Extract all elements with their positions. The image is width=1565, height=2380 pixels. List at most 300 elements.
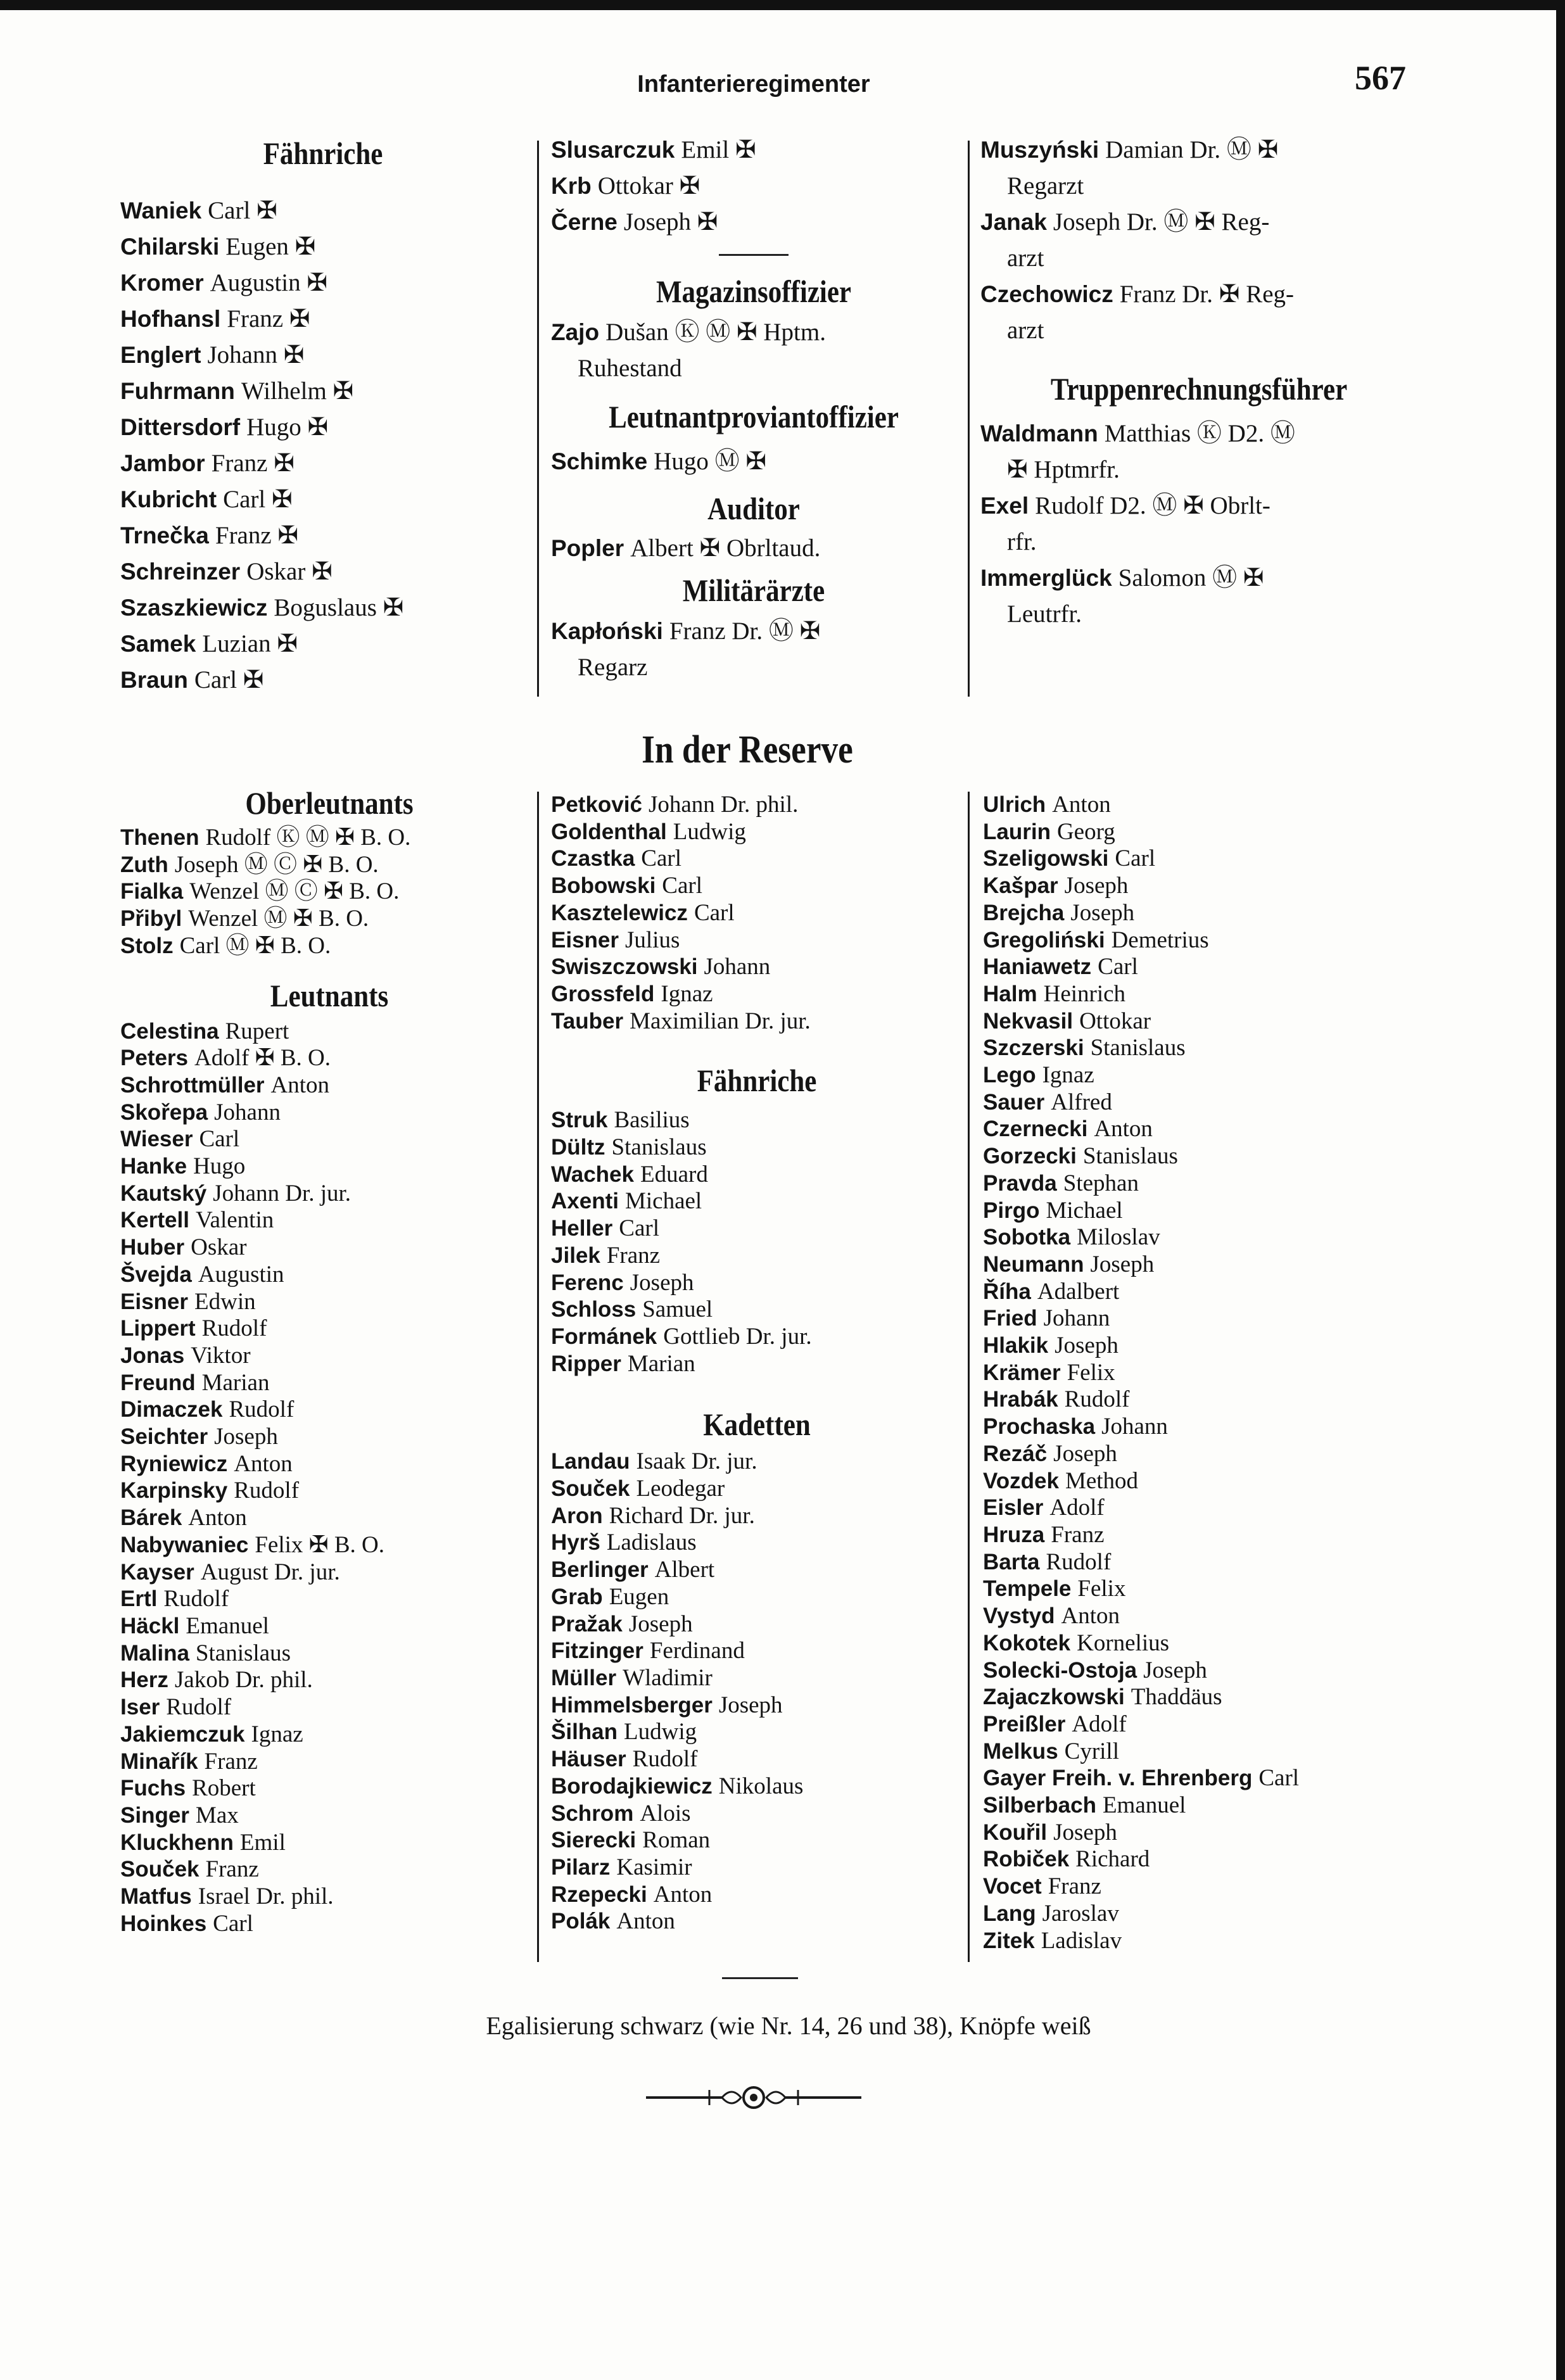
entry-details: Adolf xyxy=(1072,1711,1127,1737)
upper-column-1 xyxy=(120,134,526,698)
entry-details: Rudolf Ⓚ Ⓜ ✠ B. O. xyxy=(205,825,411,851)
list-entry xyxy=(551,1801,963,1828)
entry-surname: Chilarski xyxy=(120,234,220,260)
list-entry-continuation: arzt xyxy=(1007,317,1044,344)
list-entry xyxy=(551,1882,963,1909)
list-entry xyxy=(980,415,1417,452)
entry-details: Joseph xyxy=(1070,899,1135,926)
list-entry xyxy=(551,873,963,900)
entry-surname: Zitek xyxy=(983,1928,1035,1953)
list-entry-continuation: rfr. xyxy=(1007,528,1037,555)
list-entry xyxy=(983,1576,1426,1603)
entry-surname: Berlinger xyxy=(551,1557,649,1583)
entry-surname: Szaszkiewicz xyxy=(120,595,268,621)
list-entry xyxy=(551,1188,963,1215)
list-entry xyxy=(980,132,1417,168)
section-title-faehnriche: Fähnriche xyxy=(263,136,383,171)
entry-details: Wilhelm ✠ xyxy=(241,377,354,405)
entry-details: Joseph xyxy=(630,1269,694,1296)
section-title-leutnants: Leutnants xyxy=(270,977,389,1013)
entry-surname: Ertl xyxy=(120,1586,158,1612)
entry-surname: Hoinkes xyxy=(120,1911,207,1936)
entry-surname: Braun xyxy=(120,667,188,693)
list-entry xyxy=(980,488,1417,524)
list-entry xyxy=(120,1234,538,1262)
entry-details: Alois xyxy=(640,1800,691,1826)
entry-details: Ladislav xyxy=(1041,1927,1122,1954)
entry-details: Ludwig xyxy=(624,1719,697,1745)
list-entry xyxy=(551,845,963,873)
kadetten-list xyxy=(551,1448,963,1935)
entry-surname: Brejcha xyxy=(983,900,1065,925)
section-title-kadetten: Kadetten xyxy=(703,1407,811,1443)
entry-surname: Ryniewicz xyxy=(120,1451,228,1476)
entry-details: Franz ✠ xyxy=(211,450,295,477)
entry-surname: Czechowicz xyxy=(980,281,1113,307)
list-entry xyxy=(983,1846,1426,1873)
section-title-reserve-faehnriche: Fähnriche xyxy=(697,1063,817,1099)
entry-surname: Czernecki xyxy=(983,1117,1088,1142)
entry-surname: Fried xyxy=(983,1306,1037,1331)
list-entry xyxy=(980,204,1417,240)
entry-surname: Ferenc xyxy=(551,1270,624,1295)
entry-details: Stanislaus xyxy=(195,1640,291,1666)
list-entry xyxy=(983,1711,1426,1738)
section-title-magazinsoffizier: Magazinsoffizier xyxy=(656,274,852,309)
ornament-flourish xyxy=(646,2079,861,2117)
entry-surname: Häckl xyxy=(120,1613,180,1638)
entry-surname: Eisner xyxy=(551,927,619,953)
list-entry xyxy=(120,409,526,445)
entry-surname: Malina xyxy=(120,1640,189,1666)
list-entry xyxy=(983,1224,1426,1251)
list-entry xyxy=(983,1792,1426,1820)
entry-surname: Hyrš xyxy=(551,1530,600,1555)
list-entry xyxy=(983,1657,1426,1685)
entry-surname: Waniek xyxy=(120,198,202,224)
proviant-entry: Schimke Hugo Ⓜ ✠ xyxy=(551,448,767,475)
entry-details: Luzian ✠ xyxy=(202,630,298,657)
entry-details: Eugen xyxy=(609,1583,669,1610)
entry-details: Leodegar xyxy=(636,1476,725,1502)
entry-details: Nikolaus xyxy=(718,1773,804,1799)
list-entry xyxy=(551,1557,963,1584)
entry-surname: Zuth xyxy=(120,852,168,877)
entry-surname: Celestina xyxy=(120,1018,219,1044)
entry-details: Gottlieb Dr. jur. xyxy=(663,1323,812,1350)
upper-column-divider-left xyxy=(537,141,539,697)
list-entry xyxy=(983,1901,1426,1928)
entry-details: Rudolf xyxy=(166,1694,232,1721)
list-entry xyxy=(551,1351,963,1378)
entry-surname: Immerglück xyxy=(980,565,1112,591)
entry-details: Johann ✠ xyxy=(207,341,305,369)
entry-details: Adolf ✠ B. O. xyxy=(194,1045,331,1072)
reserve-col3-list xyxy=(983,792,1426,1954)
entry-surname: Preißler xyxy=(983,1711,1066,1737)
entry-details: August Dr. jur. xyxy=(200,1559,340,1585)
entry-details: Albert xyxy=(654,1557,715,1583)
footer-divider xyxy=(722,1977,798,1979)
entry-details: Cyrill xyxy=(1064,1738,1119,1764)
list-entry xyxy=(120,1424,538,1451)
list-entry xyxy=(983,1386,1426,1414)
entry-details: Ferdinand xyxy=(649,1638,745,1664)
list-entry xyxy=(983,1279,1426,1306)
entry-details: Carl xyxy=(1115,845,1156,872)
list-entry xyxy=(983,1873,1426,1901)
entry-surname: Krämer xyxy=(983,1360,1061,1385)
list-entry xyxy=(120,1478,538,1505)
entry-surname: Szeligowski xyxy=(983,846,1109,871)
entry-details: Stanislaus xyxy=(1082,1143,1178,1170)
entry-details: Julius xyxy=(625,927,680,953)
entry-details: Stephan xyxy=(1063,1170,1139,1196)
entry-details: Rudolf xyxy=(632,1746,698,1773)
entry-surname: Petković xyxy=(551,792,642,817)
list-entry xyxy=(120,1451,538,1478)
entry-surname: Hlakik xyxy=(983,1333,1049,1358)
entry-details: Joseph xyxy=(628,1611,693,1637)
section-title-militaeraerzte: Militärärzte xyxy=(682,573,825,608)
list-entry xyxy=(551,1827,963,1854)
entry-details: Emil xyxy=(239,1829,286,1856)
list-entry xyxy=(551,1215,963,1243)
entry-details: Wenzel Ⓜ Ⓒ ✠ B. O. xyxy=(189,878,400,905)
list-entry xyxy=(983,1116,1426,1143)
entry-details: Carl xyxy=(619,1215,659,1242)
list-entry xyxy=(983,1549,1426,1576)
entry-surname: Struk xyxy=(551,1108,608,1133)
list-entry xyxy=(983,1820,1426,1847)
entry-surname: Šilhan xyxy=(551,1719,618,1745)
oberleutnants-list xyxy=(120,825,538,960)
entry-surname: Axenti xyxy=(551,1189,619,1214)
list-entry xyxy=(551,1692,963,1719)
entry-details: Jakob Dr. phil. xyxy=(174,1667,313,1693)
entry-details: Demetrius xyxy=(1111,927,1209,953)
entry-surname: Haniawetz xyxy=(983,954,1092,980)
entry-details: Richard xyxy=(1075,1846,1150,1873)
list-entry xyxy=(120,193,526,229)
list-entry xyxy=(120,1586,538,1613)
entry-surname: Lego xyxy=(983,1063,1036,1088)
entry-surname: Pražak xyxy=(551,1611,623,1636)
entry-details: Ottokar ✠ xyxy=(597,172,700,199)
list-entry xyxy=(120,626,526,662)
entry-surname: Dimaczek xyxy=(120,1397,223,1422)
entry-details: Joseph Ⓜ Ⓒ ✠ B. O. xyxy=(174,851,379,878)
entry-details: Franz Dr. ✠ Reg- xyxy=(1119,281,1295,308)
reserve-column-3 xyxy=(983,792,1426,1954)
entry-details: Joseph xyxy=(1053,1819,1117,1845)
list-entry xyxy=(120,1667,538,1694)
entry-details: Johann xyxy=(1101,1414,1168,1440)
list-entry xyxy=(551,1665,963,1692)
entry-surname: Hruza xyxy=(983,1522,1045,1547)
magazin-entry: Zajo Dušan Ⓚ Ⓜ ✠ Hptm. xyxy=(551,319,826,346)
entry-details: Emanuel xyxy=(1102,1792,1186,1819)
list-entry xyxy=(551,1719,963,1746)
entry-surname: Laurin xyxy=(983,819,1051,844)
list-entry xyxy=(120,1343,538,1370)
entry-details: Oskar xyxy=(191,1234,247,1261)
entry-surname: Sauer xyxy=(983,1089,1045,1115)
list-entry xyxy=(120,1018,538,1046)
entry-surname: Prochaska xyxy=(983,1414,1096,1440)
entry-details: Stanislaus xyxy=(1090,1035,1186,1061)
list-entry xyxy=(983,1035,1426,1062)
entry-surname: Szczerski xyxy=(983,1035,1084,1061)
list-entry xyxy=(551,1162,963,1189)
entry-details: Ottokar xyxy=(1079,1008,1151,1034)
section-divider xyxy=(719,254,789,256)
list-entry xyxy=(120,878,538,906)
entry-details: Eugen ✠ xyxy=(225,233,316,260)
entry-details: Matthias Ⓚ D2. Ⓜ xyxy=(1104,420,1295,447)
entry-details: Ignaz xyxy=(1042,1062,1094,1089)
list-entry xyxy=(120,1775,538,1802)
entry-details: Damian Dr. Ⓜ ✠ xyxy=(1105,136,1279,163)
list-entry xyxy=(983,1765,1426,1792)
entry-surname: Polák xyxy=(551,1909,611,1934)
entry-details: Miloslav xyxy=(1077,1224,1160,1251)
list-entry xyxy=(551,1296,963,1324)
entry-surname: Matfus xyxy=(120,1884,192,1909)
list-entry xyxy=(551,1854,963,1882)
list-entry-continuation: Leutrfr. xyxy=(1007,600,1082,628)
list-entry xyxy=(983,1143,1426,1170)
list-entry xyxy=(551,1008,963,1035)
entry-surname: Slusarczuk xyxy=(551,137,675,163)
entry-surname: Halm xyxy=(983,981,1037,1006)
list-entry xyxy=(983,954,1426,981)
list-entry xyxy=(551,1584,963,1611)
entry-surname: Waldmann xyxy=(980,421,1098,446)
list-entry xyxy=(551,1503,963,1530)
entry-details: Maximilian Dr. jur. xyxy=(630,1008,811,1034)
entry-surname: Pravda xyxy=(983,1170,1057,1196)
entry-surname: Schrottmüller xyxy=(120,1072,265,1098)
reserve-column-1 xyxy=(120,784,538,1937)
entry-surname: Nabywaniec xyxy=(120,1532,249,1557)
entry-surname: Lang xyxy=(983,1901,1036,1926)
entry-details: Joseph Dr. Ⓜ ✠ Reg- xyxy=(1053,208,1270,236)
entry-details: Emanuel xyxy=(186,1612,269,1639)
entry-surname: Jilek xyxy=(551,1243,600,1268)
list-entry xyxy=(983,1198,1426,1225)
entry-details: Franz xyxy=(606,1242,661,1269)
entry-surname: Grab xyxy=(551,1584,603,1609)
entry-details: Rudolf D2. Ⓜ ✠ Obrlt- xyxy=(1035,492,1270,519)
entry-details: Johann Dr. jur. xyxy=(213,1180,352,1206)
entry-details: Carl ✠ xyxy=(194,666,264,693)
entry-details: Johann xyxy=(1043,1305,1110,1332)
list-entry xyxy=(551,927,963,954)
entry-details: Oskar ✠ xyxy=(246,558,333,585)
entry-details: Jaroslav xyxy=(1042,1900,1119,1927)
entry-details: Felix ✠ B. O. xyxy=(255,1531,385,1558)
list-entry xyxy=(120,1505,538,1532)
entry-details: Robert xyxy=(192,1775,256,1802)
list-entry xyxy=(551,1243,963,1270)
entry-details: Samuel xyxy=(642,1296,713,1323)
entry-surname: Říha xyxy=(983,1279,1031,1304)
list-entry xyxy=(551,792,963,819)
entry-surname: Souček xyxy=(120,1857,200,1882)
list-entry xyxy=(980,560,1417,596)
list-entry xyxy=(551,1638,963,1665)
list-entry xyxy=(120,517,526,554)
list-entry-continuation: ✠ Hptmrfr. xyxy=(1007,456,1120,483)
entry-surname: Fuchs xyxy=(120,1776,186,1801)
entry-details: Rudolf xyxy=(1046,1548,1112,1575)
list-entry xyxy=(983,1441,1426,1468)
list-entry xyxy=(120,1099,538,1127)
entry-details: Ludwig xyxy=(673,818,746,845)
entry-details: Carl xyxy=(641,845,681,872)
list-entry xyxy=(120,229,526,265)
list-entry xyxy=(120,1315,538,1343)
section-title-truppenrechnungsfuehrer: Truppenrechnungsführer xyxy=(1050,371,1348,407)
entry-surname: Iser xyxy=(120,1695,160,1720)
entry-surname: Kayser xyxy=(120,1559,194,1585)
list-entry xyxy=(120,825,538,852)
entry-details: Anton xyxy=(234,1450,293,1477)
entry-surname: Jambor xyxy=(120,450,205,476)
entry-surname: Sierecki xyxy=(551,1828,637,1853)
entry-surname: Kluckhenn xyxy=(120,1830,234,1855)
upper-col3-entries xyxy=(980,132,1417,348)
entry-surname: Herz xyxy=(120,1668,168,1693)
list-entry xyxy=(120,1289,538,1316)
entry-surname: Formánek xyxy=(551,1324,657,1349)
entry-surname: Silberbach xyxy=(983,1793,1096,1818)
entry-details: Joseph xyxy=(214,1424,278,1450)
entry-surname: Karpinsky xyxy=(120,1478,228,1503)
entry-details: Marian xyxy=(627,1350,695,1377)
entry-details: Boguslaus ✠ xyxy=(274,594,404,621)
list-entry xyxy=(120,1181,538,1208)
entry-surname: Lippert xyxy=(120,1316,196,1341)
section-heading-reserve: In der Reserve xyxy=(642,728,853,771)
list-entry xyxy=(120,1072,538,1099)
entry-details: Basilius xyxy=(614,1107,690,1134)
entry-surname: Schreinzer xyxy=(120,559,241,585)
list-entry xyxy=(551,1270,963,1297)
entry-details: Franz xyxy=(204,1748,258,1775)
entry-surname: Gayer Freih. v. Ehrenberg xyxy=(983,1766,1253,1791)
list-entry xyxy=(983,1928,1426,1955)
list-entry xyxy=(980,276,1417,312)
upper-column-2 xyxy=(551,132,956,685)
entry-surname: Trnečka xyxy=(120,522,209,548)
list-entry xyxy=(120,852,538,879)
list-entry xyxy=(120,1613,538,1640)
list-entry xyxy=(983,1522,1426,1549)
entry-surname: Vystyd xyxy=(983,1604,1055,1629)
list-entry xyxy=(120,1559,538,1586)
list-entry xyxy=(983,981,1426,1008)
entry-surname: Robiček xyxy=(983,1847,1070,1872)
page-number: 567 xyxy=(1355,59,1406,97)
entry-surname: Kubricht xyxy=(120,486,217,512)
entry-details: Adalbert xyxy=(1037,1278,1120,1305)
entry-surname: Skořepa xyxy=(120,1099,208,1125)
entry-details: Joseph xyxy=(1055,1332,1118,1359)
list-entry xyxy=(551,1746,963,1773)
entry-surname: Borodajkiewicz xyxy=(551,1773,713,1799)
list-entry xyxy=(983,1251,1426,1279)
list-entry xyxy=(551,1107,963,1134)
entry-surname: Jakiemczuk xyxy=(120,1721,245,1747)
list-entry xyxy=(551,1611,963,1638)
list-entry xyxy=(120,445,526,481)
entry-details: Anton xyxy=(616,1908,675,1935)
list-entry-continuation: Regarzt xyxy=(1007,172,1084,199)
entry-surname: Vozdek xyxy=(983,1468,1059,1493)
entry-surname: Černe xyxy=(551,209,618,235)
entry-surname: Vocet xyxy=(983,1874,1042,1899)
list-entry xyxy=(120,554,526,590)
entry-surname: Pilarz xyxy=(551,1854,611,1880)
entry-surname: Jonas xyxy=(120,1343,185,1368)
entry-details: Wladimir xyxy=(623,1664,713,1691)
aerzte-entry-cont: Regarz xyxy=(578,654,648,681)
list-entry-continuation: arzt xyxy=(1007,244,1044,272)
aerzte-entry: Kapłoński Franz Dr. Ⓜ ✠ xyxy=(551,617,821,645)
entry-details: Anton xyxy=(270,1072,330,1098)
entry-details: Franz xyxy=(1048,1873,1101,1900)
entry-surname: Aron xyxy=(551,1503,603,1528)
list-entry xyxy=(551,981,963,1008)
entry-surname: Hrabák xyxy=(983,1387,1058,1412)
entry-details: Eduard xyxy=(640,1161,708,1187)
entry-surname: Rzepecki xyxy=(551,1882,647,1907)
reserve-column-divider-left xyxy=(537,792,539,1962)
entry-surname: Přibyl xyxy=(120,906,182,932)
list-entry xyxy=(120,1532,538,1559)
list-entry xyxy=(120,1396,538,1424)
entry-surname: Czastka xyxy=(551,846,635,871)
list-entry xyxy=(120,662,526,698)
list-entry xyxy=(551,132,956,168)
entry-details: Max xyxy=(195,1802,239,1828)
entry-details: Carl xyxy=(694,899,735,926)
entry-surname: Kromer xyxy=(120,270,204,296)
entry-surname: Seichter xyxy=(120,1424,208,1450)
entry-details: Viktor xyxy=(191,1342,251,1369)
list-entry xyxy=(551,954,963,981)
entry-details: Emil ✠ xyxy=(681,136,756,163)
entry-surname: Švejda xyxy=(120,1262,192,1287)
entry-surname: Minařík xyxy=(120,1749,198,1774)
entry-details: Joseph ✠ xyxy=(623,208,718,236)
entry-details: Franz ✠ xyxy=(215,522,299,549)
list-entry xyxy=(120,337,526,373)
entry-surname: Goldenthal xyxy=(551,819,667,844)
list-entry xyxy=(983,1468,1426,1495)
entry-details: Carl xyxy=(1098,954,1138,980)
entry-details: Anton xyxy=(1094,1116,1153,1143)
list-entry xyxy=(120,301,526,337)
entry-details: Stanislaus xyxy=(611,1134,707,1161)
entry-surname: Singer xyxy=(120,1802,189,1828)
list-entry xyxy=(120,906,538,933)
entry-details: Heinrich xyxy=(1043,980,1126,1007)
entry-details: Anton xyxy=(1061,1603,1120,1630)
entry-details: Wenzel Ⓜ ✠ B. O. xyxy=(188,906,369,932)
